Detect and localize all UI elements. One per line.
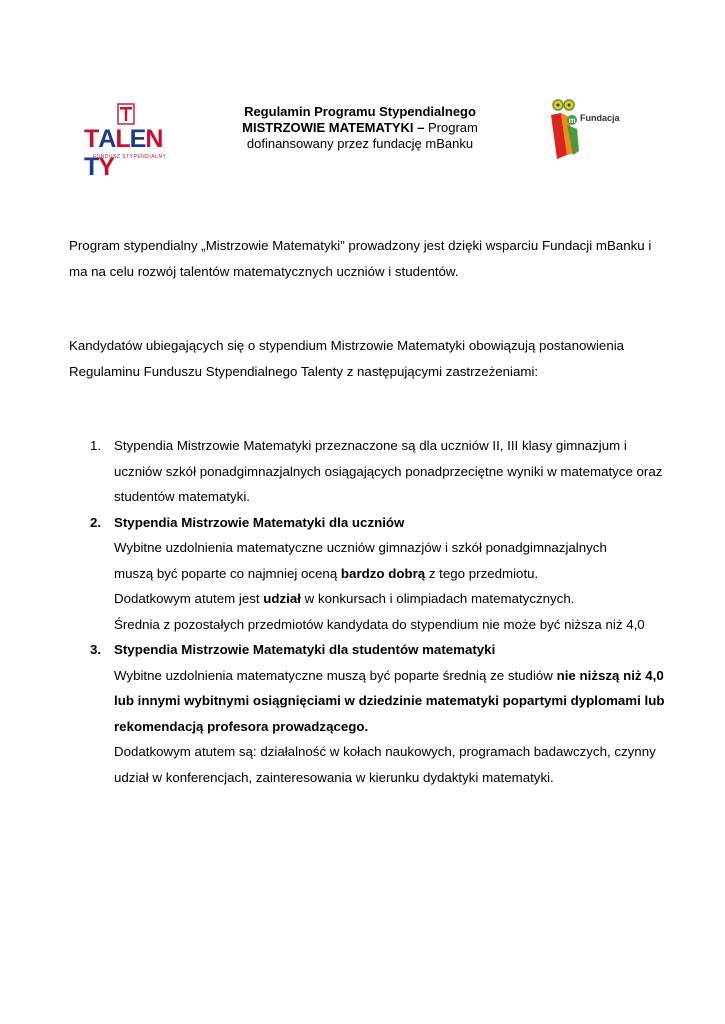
list-item-number: 3. (90, 642, 102, 657)
list-item-heading: Stypendia Mistrzowie Matematyki dla studentów matematyki (114, 642, 496, 657)
talenty-letter: E (129, 125, 146, 153)
list-item-number: 1. (90, 438, 102, 453)
list-item (90, 433, 670, 510)
fundacja-label: Fundacja (580, 113, 620, 123)
list-item (90, 510, 670, 638)
header-title-line1: Regulamin Programu Stypendialnego (244, 104, 476, 119)
text-run: w konkursach i olimpiadach matematycznych. (300, 591, 575, 606)
list-item-line (114, 586, 670, 612)
text-run: Wybitne uzdolnienia matematyczne muszą być poparte średnią ze studiów (114, 667, 557, 683)
talenty-letter: T (84, 125, 99, 153)
talenty-emblem-icon (117, 103, 135, 125)
emphasis-participation: udział (263, 591, 301, 606)
list-item-text: Stypendia Mistrzowie Matematyki przeznaczone są dla uczniów II, III klasy gimnazjum i uczniów szkół ponadgimnazjalnych osiągających ponadprzeciętne wyniki w matematyce oraz studentów matematyki. (114, 438, 663, 504)
header-title-line3: dofinansowany przez fundację mBanku (246, 136, 474, 151)
document-header (210, 104, 510, 152)
header-program-word: Program (424, 120, 478, 135)
text-run: muszą być poparte co najmniej oceną (114, 565, 341, 581)
text-run: Dodatkowym atutem jest (114, 591, 264, 606)
list-item-line (114, 561, 670, 587)
talenty-letter: L (115, 125, 130, 153)
mbank-fundacja-logo (545, 95, 645, 163)
talenty-letter: T (84, 153, 99, 181)
owl-icon (545, 95, 585, 163)
intro-paragraph: Program stypendialny „Mistrzowie Matematyki” prowadzony jest dzięki wsparciu Fundacji mBanku i ma na celu rozwój talentów matematycznych uczniów i studentów. (69, 238, 652, 279)
emphasis-grade: bardzo dobrą (340, 565, 426, 581)
talenty-subtitle: FUNDUSZ STYPENDIALNY (93, 154, 167, 160)
header-title-line2 (210, 120, 510, 136)
rules-list (90, 433, 670, 790)
talenty-logo (84, 103, 170, 181)
list-item-line: Wybitne uzdolnienia matematyczne uczniów gimnazjów i szkół ponadgimnazjalnych (114, 540, 607, 555)
eligibility-paragraph: Kandydatów ubiegających się o stypendium Mistrzowie Matematyki obowiązują postanowienia Regulaminu Funduszu Stypendialnego Talenty z następującymi zastrzeżeniami: (69, 338, 625, 379)
list-item-line: Średnia z pozostałych przedmiotów kandydata do stypendium nie może być niższa niż 4,0 (114, 616, 645, 632)
list-item-number: 2. (90, 514, 102, 530)
header-program-name: MISTRZOWIE MATEMATYKI – (242, 120, 425, 135)
talenty-letter: N (145, 125, 163, 153)
list-item (90, 637, 670, 790)
mbank-m-letter: m (568, 116, 576, 125)
talenty-letter: A (98, 125, 116, 153)
text-run: z tego przedmiotu. (425, 565, 539, 581)
list-item-heading: Stypendia Mistrzowie Matematyki dla uczniów (114, 514, 405, 530)
talenty-letter: Y (98, 153, 114, 181)
list-item-line (114, 663, 670, 740)
emphasis-requirements: nie niższą niż 4,0 lub innymi wybitnymi osiągnięciami w dziedzinie matematyki popartymi dyplomami lub rekomendacją profesora prowadzącego. (114, 667, 665, 734)
talenty-wordmark (84, 125, 170, 181)
list-item-line: Dodatkowym atutem są: działalność w kołach naukowych, programach badawczych, czynny udział w konferencjach, zainteresowania w kierunku dydaktyki matematyki. (114, 744, 656, 785)
